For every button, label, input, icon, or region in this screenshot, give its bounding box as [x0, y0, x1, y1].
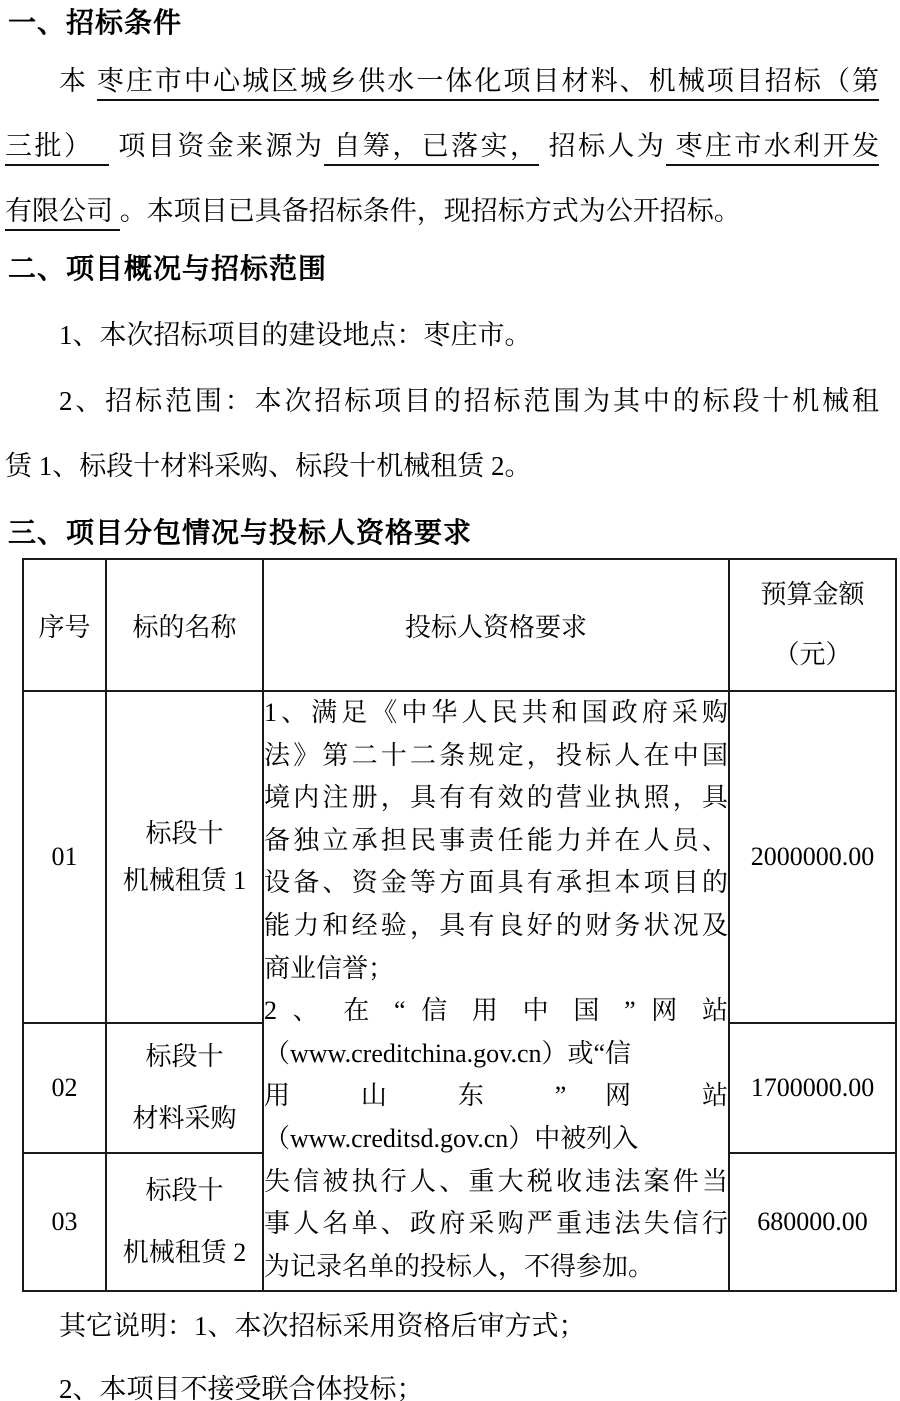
row2-serial-no: 02 — [23, 1023, 106, 1153]
project-name-blank: 枣庄市中心城区城乡供水一体化项目材料、机械项目招标（第 — [97, 66, 879, 101]
header-budget-amount — [729, 559, 896, 691]
tenderee-blank-cont: 有限公司 — [5, 196, 120, 231]
row2-subject-name: 标段十 材料采购 — [106, 1023, 263, 1153]
other-notes-line1: 其它说明：1、本次招标采用资格后审方式； — [59, 1311, 586, 1341]
section2-heading: 二、项目概况与招标范围 — [8, 253, 328, 284]
lots-qualification-table — [22, 558, 897, 1292]
header-subject-name: 标的名称 — [106, 559, 263, 691]
para1-line1 — [5, 63, 879, 99]
header-budget-line2: （元） — [773, 640, 852, 669]
row3-budget-amount: 680000.00 — [729, 1153, 896, 1291]
row1-budget-amount: 2000000.00 — [729, 691, 896, 1023]
header-bidder-qualifications: 投标人资格要求 — [263, 559, 729, 691]
section3-heading: 三、项目分包情况与投标人资格要求 — [8, 517, 473, 548]
qualification-requirements-cell: 1、满足《中华人民共和国政府采购 法》第二十二条规定，投标人在中国 境内注册，具有有效的营业执照，具 备独立承担民事责任能力并在人员、 设备、资金等方面具有承担本项目的 能力和经验，具有良好的财务状况及 商业信誉； 2 、 在 “ 信 用 中 国 ” 网 站 （www.creditchina.gov.cn）或“信 用 山 东 ” 网 站 （www.creditsd.gov.cn）中被列入 失信被执行人、重大税收违法案件当 事人名单、政府采购严重违法失信行 为记录名单的投标人，不得参加。 — [263, 691, 729, 1291]
item2-scope-line2: 赁 1、标段十材料采购、标段十机械租赁 2。 — [5, 451, 532, 481]
row1-subject-name: 标段十 机械租赁 1 — [106, 691, 263, 1023]
table-header-row — [23, 559, 896, 691]
other-notes-line2: 2、本项目不接受联合体投标； — [59, 1374, 424, 1401]
item1-location: 1、本次招标项目的建设地点：枣庄市。 — [59, 320, 532, 350]
para1-plain: 。本项目已具备招标条件，现招标方式为公开招标。 — [119, 196, 741, 226]
row1-serial-no: 01 — [23, 691, 106, 1023]
project-name-blank-cont: 三批） — [5, 131, 109, 166]
tenderee-blank: 枣庄市水利开发 — [666, 131, 879, 166]
item2-scope-line1: 2、招标范围：本次招标项目的招标范围为其中的标段十机械租 — [59, 386, 879, 416]
header-budget-line1: 预算金额 — [760, 580, 865, 609]
row2-budget-amount: 1700000.00 — [729, 1023, 896, 1153]
row3-subject-name: 标段十 机械租赁 2 — [106, 1153, 263, 1291]
para1-plain: 本 — [59, 66, 97, 96]
para1-plain: 招标人为 — [539, 131, 667, 161]
funding-source-blank: 自筹，已落实， — [324, 131, 539, 166]
para1-line2 — [5, 128, 879, 164]
para1-line3 — [5, 193, 879, 229]
section1-heading: 一、招标条件 — [8, 7, 183, 38]
row3-serial-no: 03 — [23, 1153, 106, 1291]
header-serial-no: 序号 — [23, 559, 106, 691]
table-row — [23, 691, 896, 1023]
para1-plain: 项目资金来源为 — [109, 131, 325, 161]
